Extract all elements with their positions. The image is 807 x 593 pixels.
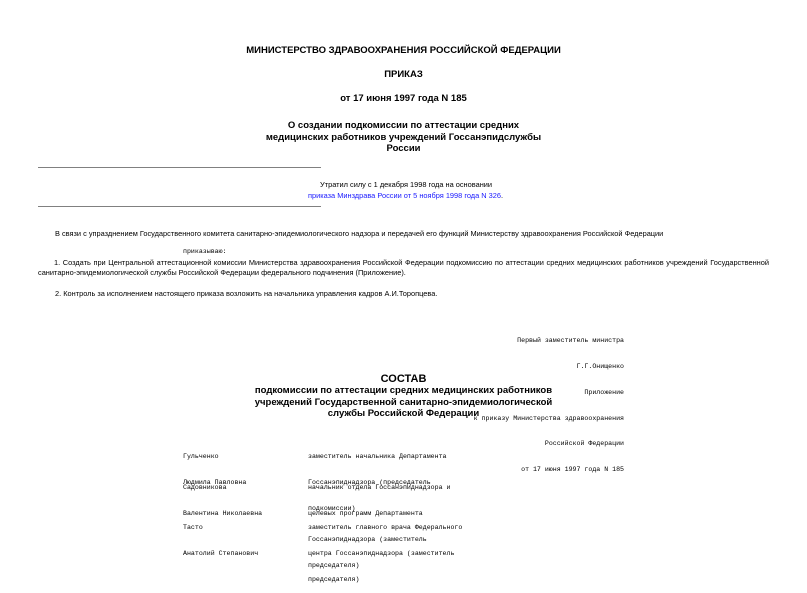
doc-title [0, 120, 807, 155]
repeal-order-link[interactable]: приказа Минздрава России от 5 ноября 1998 года N 326 [308, 191, 501, 200]
item-2-paragraph: 2. Контроль за исполнением настоящего приказа возложить на начальника управления кадров А.И.Торопцева. [55, 289, 438, 298]
member-role-line: подкомиссии) [308, 504, 356, 512]
doc-title-line: О создании подкомиссии по аттестации средних [287, 120, 520, 131]
item-1-paragraph: 1. Создать при Центральной аттестационной комиссии Министерства здравоохранения Российской Федерации подкомиссию по аттестации средних медицинских работников учреждений Государственной санитарно-эпидемиологической службы Российской Федерации федерального подчинения (Приложение). [38, 258, 769, 277]
doc-type-heading: ПРИКАЗ [384, 69, 423, 80]
composition-title: СОСТАВ [380, 373, 427, 385]
member-name-line: Гульченко [183, 453, 219, 461]
composition-subtitle [0, 385, 807, 420]
divider-bottom [38, 206, 321, 207]
member-role-line: председателя) [308, 575, 360, 583]
member-role-line: центра Госсанэпиднадзора (заместитель [308, 549, 455, 557]
composition-subtitle-line: службы Российской Федерации [327, 408, 480, 419]
status-line: Утратил силу с 1 декабря 1998 года на основании [320, 180, 493, 189]
member-role-line: Госсанэпиднадзора (заместитель [308, 535, 427, 543]
doc-title-line: России [386, 143, 421, 154]
member-role-line: Госсанэпиднадзора (председатель [308, 478, 431, 486]
appendix-ref-line: от 17 июня 1997 года N 185 [521, 466, 624, 474]
divider-top [38, 167, 321, 168]
intro-paragraph: В связи с упразднением Государственного комитета санитарно-эпидемиологического надзора и передачей его функций Министерству здравоохранения Российской Федерации [55, 229, 664, 238]
order-word: приказываю: [183, 248, 227, 255]
ministry-heading: МИНИСТЕРСТВО ЗДРАВООХРАНЕНИЯ РОССИЙСКОЙ ФЕДЕРАЦИИ [246, 45, 561, 56]
member-role-line: заместитель начальника Департамента [308, 453, 447, 461]
member-name-line: Анатолий Степанович [183, 549, 259, 557]
member-role-line: заместитель главного врача Федерального [308, 524, 463, 532]
signature-name: Г.Г.Онищенко [576, 362, 624, 370]
member-name-line: Тасто [183, 524, 203, 532]
signature-position: Первый заместитель министра [517, 337, 624, 345]
composition-subtitle-line: учреждений Государственной санитарно-эпидемиологической [254, 396, 553, 408]
member-name-line: Валентина Николаевна [183, 509, 263, 517]
member-role-line: начальник отдела Госсанэпиднадзора и [308, 484, 451, 492]
appendix-ref-line: Российской Федерации [544, 440, 624, 448]
member-role [308, 504, 463, 593]
appendix-ref-line: к приказу Министерства здравоохранения [473, 414, 624, 422]
appendix-ref-line: Приложение [584, 388, 624, 396]
member-name [183, 507, 258, 567]
member-name-line: Садовникова [183, 484, 227, 492]
member-name-line: Людмила Павловна [183, 478, 247, 486]
composition-subtitle-line: подкомиссии по аттестации средних медицинских работников [254, 385, 553, 396]
doc-title-line: медицинских работников учреждений Госсанэпидслужбы [265, 131, 542, 143]
member-role-line: председателя) [308, 561, 360, 569]
doc-date-number: от 17 июня 1997 года N 185 [340, 93, 467, 104]
status-link-suffix: . [501, 191, 504, 200]
status-link-wrap [308, 191, 503, 201]
member-role-line: целевых программ Департамента [308, 509, 423, 517]
